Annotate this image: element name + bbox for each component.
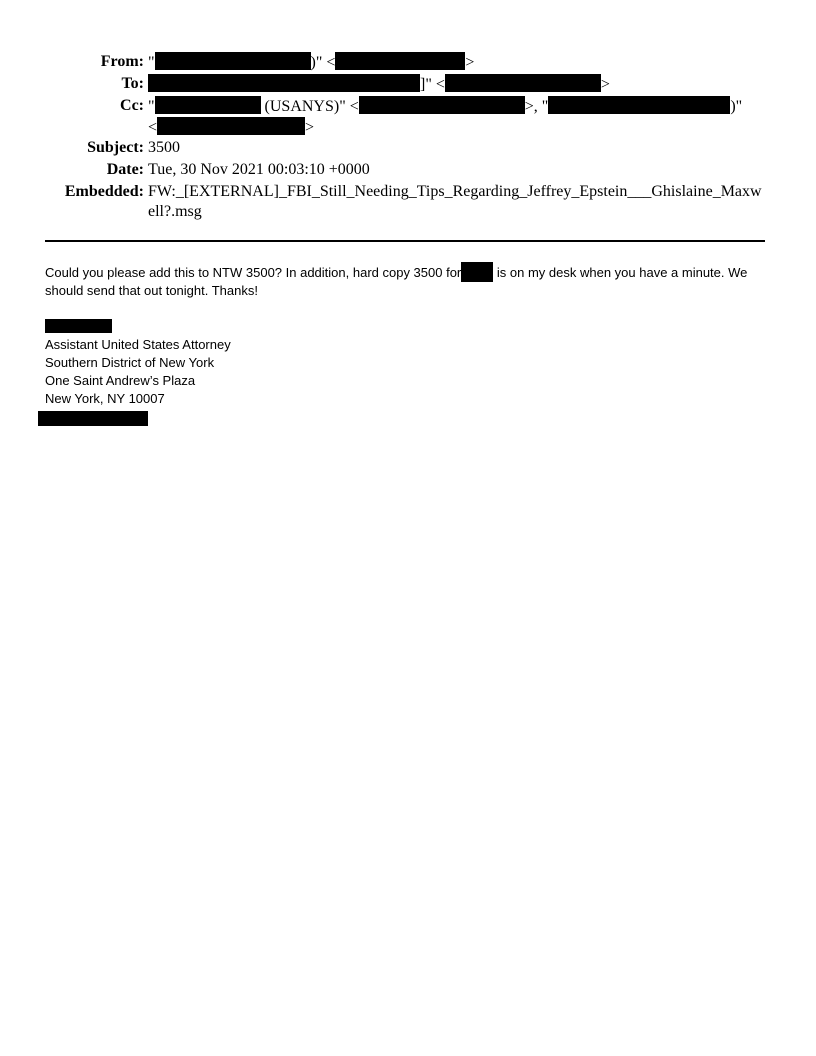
redaction-box: [155, 52, 311, 70]
signature-address-line1: One Saint Andrew’s Plaza: [45, 373, 196, 388]
from-separator: )" <: [310, 54, 336, 71]
cc-org: (USANYS)" <: [260, 98, 359, 115]
signature-title: Assistant United States Attorney: [45, 337, 231, 352]
message-body: [45, 262, 770, 300]
redaction-box: [148, 74, 420, 92]
date-label: Date:: [106, 161, 144, 178]
message-line1-before: Could you please add this to NTW 3500? In addition, hard copy 3500 for: [45, 265, 462, 280]
embedded-attachment-link[interactable]: FW:_[EXTERNAL]_FBI_Still_Needing_Tips_Regarding_Jeffrey_Epstein___Ghislaine_Maxwell?.msg: [148, 183, 762, 220]
signature-name-line: [45, 318, 231, 336]
signature-contact-line: [38, 410, 231, 428]
from-quote: ": [148, 54, 155, 71]
cc-value: [148, 96, 764, 138]
embedded-row: [0, 182, 816, 222]
cc-line2-close: >: [305, 119, 315, 136]
to-label: To:: [121, 75, 144, 92]
signature-address-line2: New York, NY 10007: [45, 391, 165, 406]
from-row: [0, 52, 816, 72]
signature-block: [45, 318, 231, 428]
subject-label: Subject:: [87, 139, 144, 156]
signature-district: Southern District of New York: [45, 355, 215, 370]
redaction-box: [335, 52, 465, 70]
to-separator: ]" <: [420, 76, 445, 93]
email-header: [0, 52, 816, 224]
cc-quote: ": [148, 98, 155, 115]
redaction-box: [548, 96, 730, 114]
redaction-box: [38, 411, 148, 426]
embedded-label: Embedded:: [64, 183, 144, 200]
cc-separator: >, ": [524, 98, 549, 115]
header-divider: [45, 240, 765, 242]
redaction-box: [359, 96, 525, 114]
message-line2: should send that out tonight. Thanks!: [45, 283, 258, 298]
redaction-box: [157, 117, 305, 135]
subject-value: 3500: [148, 139, 180, 156]
cc-row: [0, 96, 816, 136]
from-close: >: [465, 54, 475, 71]
cc-label: Cc:: [120, 97, 144, 114]
to-row: [0, 74, 816, 94]
redaction-box: [461, 262, 493, 282]
cc-end: )": [730, 98, 743, 115]
redaction-box: [155, 96, 261, 114]
message-line1-after: is on my desk when you have a minute. We: [496, 265, 748, 280]
cc-line2-open: <: [148, 119, 158, 136]
to-close: >: [600, 76, 610, 93]
subject-row: [0, 138, 816, 158]
message-paragraph: [45, 262, 770, 300]
to-value: [148, 74, 764, 95]
redaction-box: [45, 319, 112, 333]
redaction-box: [445, 74, 601, 92]
from-label: From:: [100, 53, 144, 70]
from-value: [148, 52, 764, 73]
date-value: Tue, 30 Nov 2021 00:03:10 +0000: [148, 161, 370, 178]
date-row: [0, 160, 816, 180]
